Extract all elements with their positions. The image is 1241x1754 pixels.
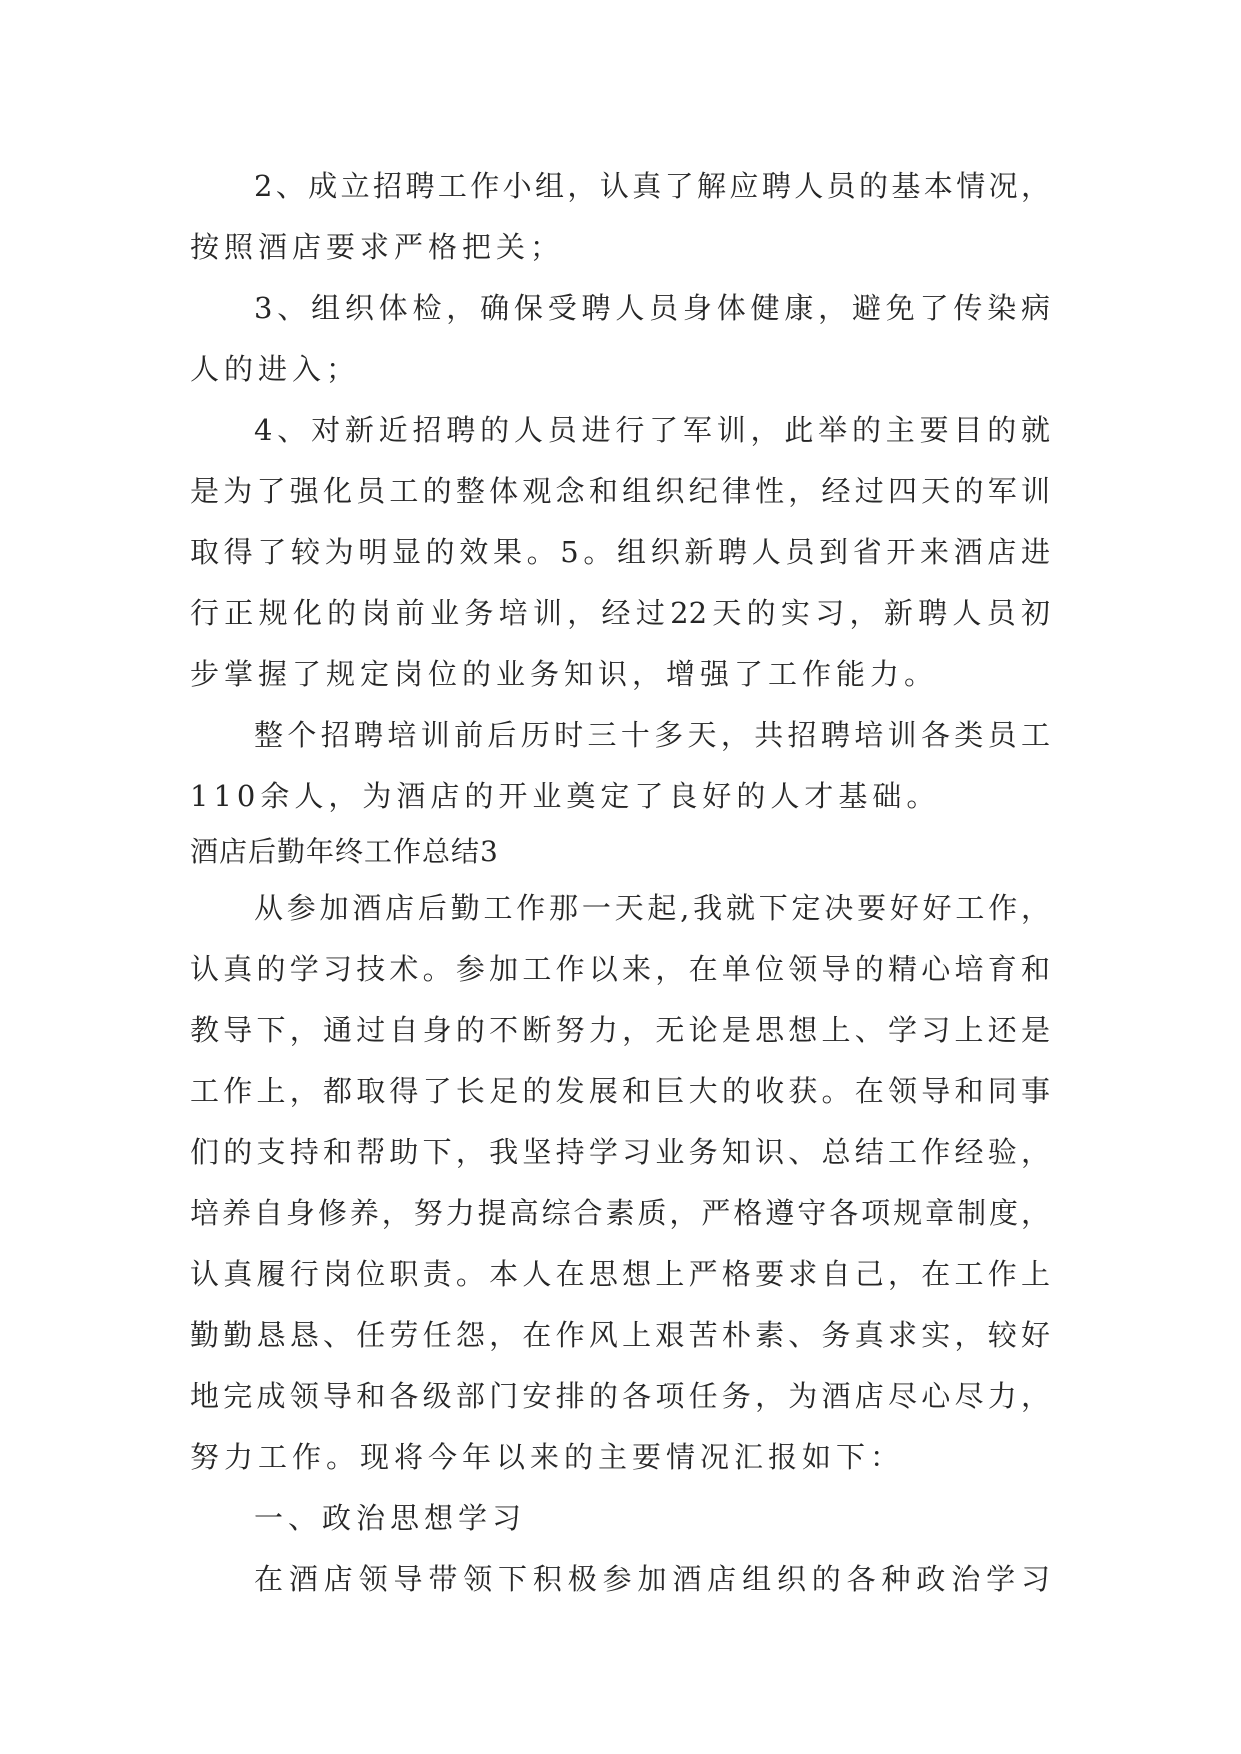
- paragraph-line: 勤勤恳恳、任劳任怨，在作风上艰苦朴素、务真求实，较好: [190, 1318, 1050, 1352]
- section-title: 酒店后勤年终工作总结3: [190, 835, 499, 868]
- paragraph-line: 110余人，为酒店的开业奠定了良好的人才基础。: [190, 779, 941, 813]
- paragraph-line: 认真履行岗位职责。本人在思想上严格要求自己，在工作上: [190, 1257, 1050, 1291]
- paragraph-line: 4、对新近招聘的人员进行了军训，此举的主要目的就: [254, 413, 1050, 447]
- paragraph-line: 2、成立招聘工作小组，认真了解应聘人员的基本情况，: [254, 169, 1050, 203]
- paragraph-line: 从参加酒店后勤工作那一天起,我就下定决要好好工作，: [254, 891, 1050, 925]
- paragraph-line: 3、组织体检，确保受聘人员身体健康，避免了传染病: [254, 291, 1050, 325]
- paragraph-line: 行正规化的岗前业务培训，经过22天的实习，新聘人员初: [190, 596, 1050, 630]
- section-heading: 一、政治思想学习: [254, 1501, 527, 1535]
- paragraph-line: 步掌握了规定岗位的业务知识，增强了工作能力。: [190, 657, 939, 691]
- paragraph-line: 认真的学习技术。参加工作以来，在单位领导的精心培育和: [190, 952, 1050, 986]
- paragraph-line: 在酒店领导带领下积极参加酒店组织的各种政治学习: [254, 1562, 1050, 1596]
- paragraph-line: 地完成领导和各级部门安排的各项任务，为酒店尽心尽力，: [190, 1379, 1050, 1413]
- paragraph-line: 们的支持和帮助下，我坚持学习业务知识、总结工作经验，: [190, 1135, 1050, 1169]
- paragraph-line: 教导下，通过自身的不断努力，无论是思想上、学习上还是: [190, 1013, 1050, 1047]
- paragraph-line: 按照酒店要求严格把关；: [190, 230, 565, 264]
- paragraph-line: 取得了较为明显的效果。5。组织新聘人员到省开来酒店进: [190, 535, 1050, 569]
- paragraph-line: 人的进入；: [190, 352, 361, 386]
- paragraph-line: 工作上，都取得了长足的发展和巨大的收获。在领导和同事: [190, 1074, 1050, 1108]
- paragraph-line: 培养自身修养，努力提高综合素质，严格遵守各项规章制度，: [190, 1196, 1050, 1230]
- paragraph-line: 是为了强化员工的整体观念和组织纪律性，经过四天的军训: [190, 474, 1050, 508]
- paragraph-line: 整个招聘培训前后历时三十多天，共招聘培训各类员工: [254, 718, 1050, 752]
- paragraph-line: 努力工作。现将今年以来的主要情况汇报如下：: [190, 1440, 905, 1474]
